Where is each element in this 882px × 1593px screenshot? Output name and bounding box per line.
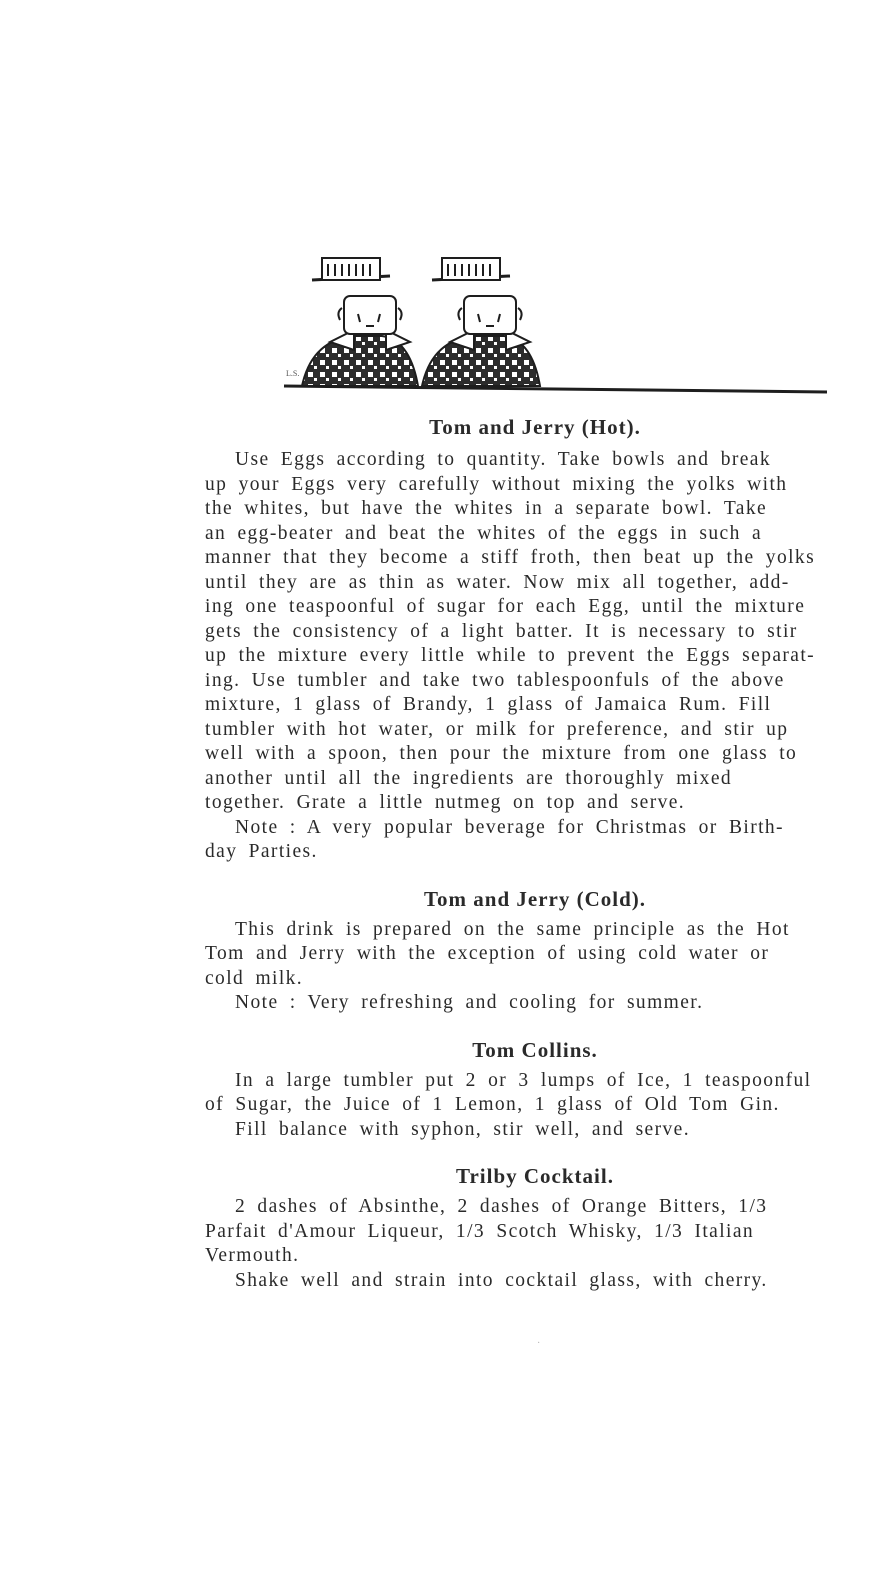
recipe-line: Parfait d'Amour Liqueur, 1/3 Scotch Whisky, 1/3 Italian bbox=[205, 1220, 755, 1242]
recipe-line: another until all the ingredients are thoroughly mixed bbox=[205, 767, 733, 789]
left-man-figure bbox=[302, 258, 418, 386]
recipe-line: Vermouth. bbox=[205, 1245, 300, 1266]
recipe-title: Trilby Cocktail. bbox=[456, 1164, 614, 1188]
recipe-line: cold milk. bbox=[205, 967, 304, 989]
recipe-line: mixture, 1 glass of Brandy, 1 glass of Jamaica Rum. Fill bbox=[205, 694, 772, 715]
page-speck-decoration: · bbox=[537, 1338, 541, 1349]
recipe-title: Tom Collins. bbox=[472, 1037, 598, 1062]
recipe-line: an egg-beater and beat the whites of the eggs in such a bbox=[205, 522, 763, 544]
recipe-line: up your Eggs very carefully without mixing the yolks with bbox=[205, 473, 788, 495]
recipe-line: well with a spoon, then pour the mixture from one glass to bbox=[205, 743, 798, 764]
recipe-line: gets the consistency of a light batter. It is necessary to stir bbox=[205, 620, 798, 642]
recipe-line: tumbler with hot water, or milk for preference, and stir up bbox=[205, 718, 789, 740]
recipe-note: Shake well and strain into cocktail glass, with cherry. bbox=[235, 1269, 768, 1291]
recipe-tom-collins bbox=[205, 1038, 882, 1143]
recipe-tom-and-jerry-cold bbox=[205, 887, 882, 1016]
two-men-in-boater-hats-illustration bbox=[282, 250, 842, 405]
recipe-line: ing. Use tumbler and take two tablespoonfuls of the above bbox=[205, 669, 785, 691]
recipe-line: This drink is prepared on the same principle as the Hot bbox=[235, 918, 790, 940]
recipe-line: ing one teaspoonful of sugar for each Egg, until the mixture bbox=[205, 596, 806, 617]
artist-mark bbox=[286, 369, 299, 378]
right-man-figure bbox=[422, 258, 540, 386]
recipe-line: Fill balance with syphon, stir well, and serve. bbox=[235, 1118, 690, 1140]
recipe-line: In a large tumbler put 2 or 3 lumps of Ice, 1 teaspoonful bbox=[235, 1069, 812, 1091]
recipe-line: up the mixture every little while to prevent the Eggs separat- bbox=[205, 645, 816, 666]
recipe-note: day Parties. bbox=[205, 841, 318, 862]
recipe-line: 2 dashes of Absinthe, 2 dashes of Orange Bitters, 1/3 bbox=[235, 1196, 768, 1217]
recipe-note: Note : A very popular beverage for Christmas or Birth- bbox=[235, 816, 784, 838]
recipe-title: Tom and Jerry (Hot). bbox=[429, 415, 641, 439]
recipe-line: manner that they become a stiff froth, then beat up the yolks bbox=[205, 547, 816, 568]
recipe-text-column bbox=[205, 415, 882, 1293]
svg-text:L.S.: L.S. bbox=[286, 369, 300, 378]
recipe-line: Tom and Jerry with the exception of using cold water or bbox=[205, 943, 770, 964]
recipe-body bbox=[205, 1069, 882, 1143]
recipe-line: Use Eggs according to quantity. Take bowls and break bbox=[235, 449, 771, 470]
recipe-line: of Sugar, the Juice of 1 Lemon, 1 glass of Old Tom Gin. bbox=[205, 1094, 780, 1115]
recipe-title: Tom and Jerry (Cold). bbox=[423, 886, 647, 911]
recipe-line: together. Grate a little nutmeg on top and serve. bbox=[205, 792, 686, 813]
recipe-line: the whites, but have the whites in a separate bowl. Take bbox=[205, 498, 768, 519]
recipe-body bbox=[205, 1195, 882, 1293]
recipe-body bbox=[205, 918, 882, 1016]
recipe-tom-and-jerry-hot bbox=[205, 415, 882, 865]
recipe-trilby-cocktail bbox=[205, 1164, 882, 1293]
recipe-note: Note : Very refreshing and cooling for summer. bbox=[235, 992, 704, 1013]
recipe-body bbox=[205, 448, 882, 865]
recipe-line: until they are as thin as water. Now mix all together, add- bbox=[205, 571, 790, 593]
